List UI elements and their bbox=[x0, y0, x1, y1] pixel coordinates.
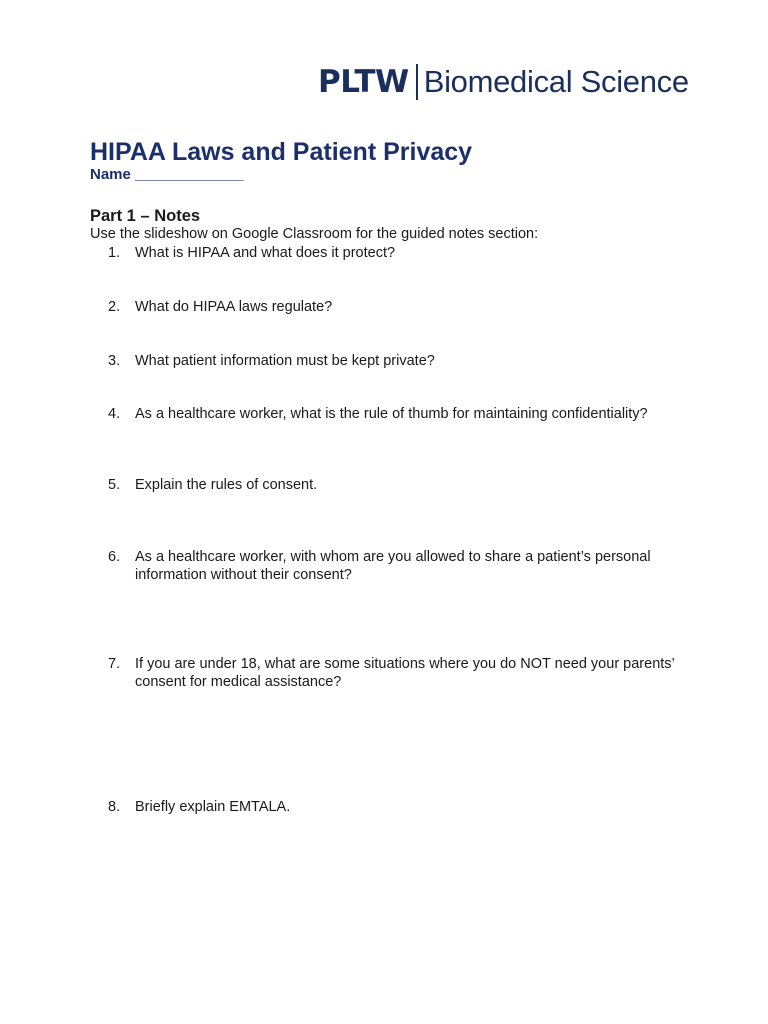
question-number: 5. bbox=[108, 477, 121, 493]
question-1 bbox=[108, 244, 683, 262]
question-number: 1. bbox=[108, 245, 121, 261]
question-text: What is HIPAA and what does it protect? bbox=[135, 245, 396, 261]
question-8 bbox=[108, 798, 683, 816]
question-number: 7. bbox=[108, 656, 121, 672]
pltw-biomedical-logo bbox=[318, 62, 689, 102]
question-6 bbox=[108, 548, 683, 584]
question-text: What do HIPAA laws regulate? bbox=[135, 299, 333, 315]
question-number: 6. bbox=[108, 549, 121, 565]
question-text: As a healthcare worker, with whom are you allowed to share a patient’s personal information without their consent? bbox=[135, 549, 651, 583]
question-text: As a healthcare worker, what is the rule of thumb for maintaining confidentiality? bbox=[135, 406, 648, 422]
question-number: 2. bbox=[108, 299, 121, 315]
question-number: 4. bbox=[108, 406, 121, 422]
question-text: What patient information must be kept private? bbox=[135, 353, 435, 369]
name-field: Name _____________ bbox=[90, 166, 244, 183]
question-text: Explain the rules of consent. bbox=[135, 477, 318, 493]
logo-program: Biomedical Science bbox=[423, 64, 689, 99]
question-3 bbox=[108, 352, 683, 370]
question-7 bbox=[108, 655, 683, 691]
question-number: 8. bbox=[108, 799, 121, 815]
logo-brand: PLTW bbox=[318, 64, 409, 100]
question-4 bbox=[108, 405, 683, 423]
intro-text: Use the slideshow on Google Classroom for the guided notes section: bbox=[90, 226, 539, 242]
question-5 bbox=[108, 476, 683, 494]
question-2 bbox=[108, 298, 683, 316]
question-number: 3. bbox=[108, 353, 121, 369]
section-heading: Part 1 – Notes bbox=[90, 207, 201, 225]
question-text: Briefly explain EMTALA. bbox=[135, 799, 291, 815]
question-text: If you are under 18, what are some situations where you do NOT need your parents’ consent for medical assistance? bbox=[135, 656, 675, 690]
logo-divider bbox=[416, 64, 418, 100]
document-title: HIPAA Laws and Patient Privacy bbox=[90, 138, 473, 166]
